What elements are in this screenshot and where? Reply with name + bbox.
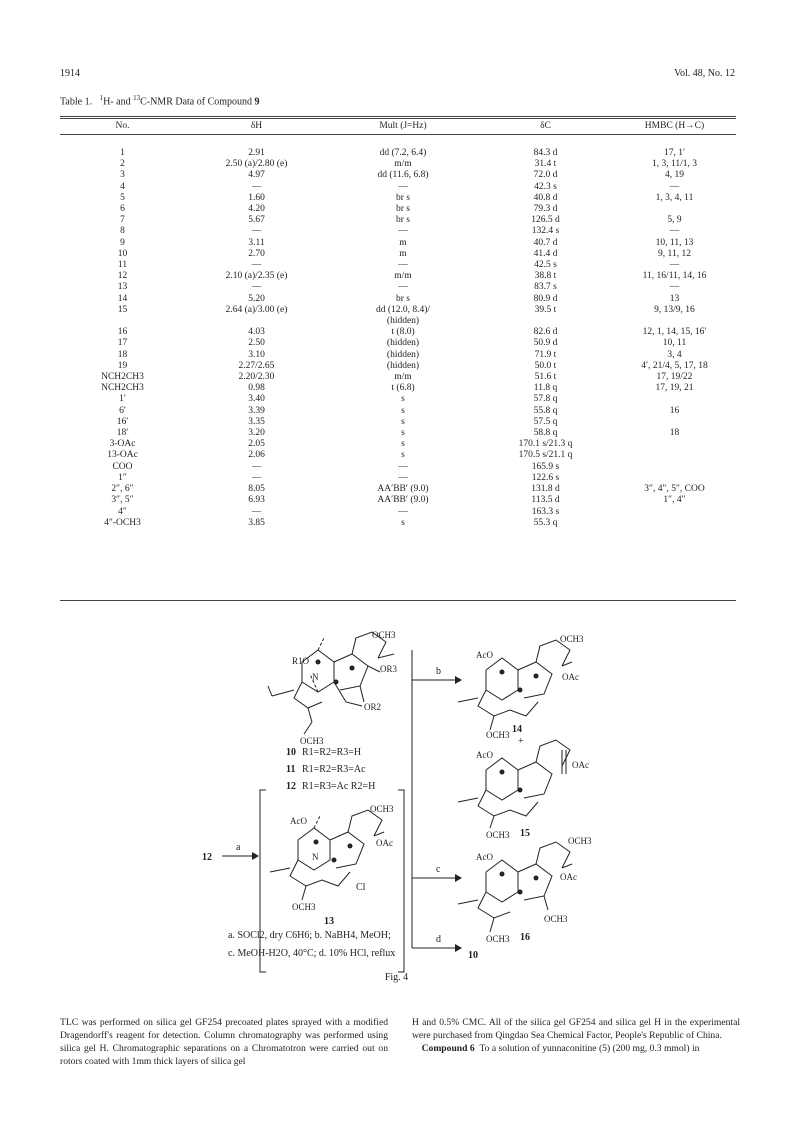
compound-11-num: 11 <box>286 764 296 775</box>
table-row <box>60 238 736 249</box>
table-cell: br s <box>396 293 410 304</box>
table-cell: — <box>669 260 680 271</box>
table-cell <box>613 417 736 428</box>
table-cell: 10 <box>117 248 128 259</box>
structure-13 <box>270 810 384 900</box>
table-cell: 3-OAc <box>109 439 136 450</box>
table-cell: 19 <box>117 360 128 371</box>
table-cell: — <box>398 260 408 271</box>
product-label-15: 15 <box>520 828 530 839</box>
table-cell: 42.5 s <box>534 260 557 271</box>
body-text-left: TLC was performed on silica gel GF254 precoated plates sprayed with a modified Dragendorff's reagent for detection. Column chromatography was performed using silica gel H. Chromatographic separations on a Chromatotron were carried out on rotors coated with 1mm thick layers of silica gel <box>60 1017 388 1067</box>
table-cell: 18 <box>669 428 680 439</box>
table-cell: 1 <box>120 148 125 158</box>
plus-sign: + <box>518 736 524 747</box>
table-cell: 13-OAc <box>107 450 138 461</box>
table-cell: 6′ <box>119 405 126 416</box>
table-row <box>60 271 736 282</box>
table-row <box>60 294 736 305</box>
table-row <box>60 372 736 383</box>
start-label-12: 12 <box>202 852 212 863</box>
table-cell: 6.93 <box>248 495 265 506</box>
table-cell: 57.8 q <box>533 394 558 405</box>
substituent-aco-13: AcO <box>290 816 307 826</box>
table-cell: 2.70 <box>248 248 265 259</box>
table-row <box>60 361 736 372</box>
table-row <box>60 215 736 226</box>
table-cell: 3″, 4″, 5″, COO <box>644 484 705 495</box>
table-cell: dd (11.6, 6.8) <box>377 170 429 181</box>
table-cell: m <box>399 248 407 259</box>
table-cell: 72.0 d <box>533 170 558 181</box>
table-cell: 1, 3, 4, 11 <box>655 192 694 203</box>
intermediate-label-13: 13 <box>324 916 334 927</box>
table-row <box>60 249 736 260</box>
table-cell: 17, 19/22 <box>656 372 693 383</box>
table-cell: 16′ <box>116 416 129 427</box>
col-hmbc: HMBC (H→C) <box>644 121 705 132</box>
table-cell: 2.50 (a)/2.80 (e) <box>225 159 288 170</box>
table-cell: — <box>398 506 408 517</box>
table-cell: — <box>251 506 262 517</box>
table-cell: 40.7 d <box>533 237 558 248</box>
body-text-right-heading: Compound 6 <box>421 1043 475 1054</box>
table-cell: 9 <box>120 237 125 248</box>
table-cell: 1″ <box>118 472 127 483</box>
table-cell: — <box>398 282 408 293</box>
table-cell: (hidden) <box>386 316 420 327</box>
product-label-10: 10 <box>468 950 478 961</box>
table-caption <box>60 94 260 107</box>
table-cell: 5.67 <box>248 215 265 226</box>
table-cell: 11.8 q <box>533 383 558 394</box>
table-cell: 1, 3, 11/1, 3 <box>651 159 698 170</box>
table-cell: AA′BB′ (9.0) <box>377 495 429 506</box>
table-cell: — <box>251 260 262 271</box>
table-cell: 31.4 t <box>534 159 557 170</box>
table-cell: COO <box>112 461 133 472</box>
table-cell: 14 <box>117 293 128 304</box>
table-cell: 4.97 <box>248 170 265 181</box>
table-cell: 11 <box>117 260 128 271</box>
table-cell: 126.5 d <box>531 215 560 226</box>
table-row <box>60 417 736 428</box>
col-mult: Mult (J=Hz) <box>379 121 427 132</box>
table-row <box>60 383 736 394</box>
table-bottom-rule <box>60 600 736 601</box>
table-cell: 71.9 t <box>534 349 557 360</box>
table-cell: br s <box>396 192 410 203</box>
table-cell: m/m <box>394 271 412 282</box>
table-cell: 3.10 <box>248 349 265 360</box>
table-top-rule-2 <box>60 118 736 119</box>
table-cell: 4, 19 <box>665 170 684 181</box>
substituent-or2: OR2 <box>364 702 382 712</box>
table-cell: t (6.8) <box>391 383 415 394</box>
table-cell <box>60 316 185 327</box>
table-cell: 82.6 d <box>533 327 558 338</box>
table-cell: 170.1 s/21.3 q <box>518 439 573 450</box>
table-cell: 3.40 <box>248 394 265 405</box>
table-row <box>60 507 736 518</box>
body-text-right-1: H and 0.5% CMC. All of the silica gel GF254 and silica gel H in the experimental were purchased from Qingdao Sea Chemical Factor, People's Republic of China. <box>412 1017 740 1041</box>
table-cell <box>478 316 613 327</box>
table-row <box>60 204 736 215</box>
table-cell: br s <box>396 204 410 215</box>
table-cell: 1.60 <box>248 192 265 203</box>
arrow-label-c: c <box>436 864 441 875</box>
table-cell: 7 <box>120 215 125 226</box>
table-cell: m <box>399 237 407 248</box>
substituent-och3-14b: OCH3 <box>486 730 510 740</box>
table-row <box>60 159 736 170</box>
bracket-13 <box>260 790 404 972</box>
table-cell: 4″-OCH3 <box>104 517 141 528</box>
table-cell: 4 <box>120 181 125 192</box>
table-cell: — <box>398 226 408 237</box>
table-cell: 55.3 q <box>533 517 558 528</box>
table-cell: — <box>251 461 262 472</box>
arrow-label-a: a <box>236 842 241 853</box>
table-cell: — <box>398 181 408 192</box>
table-cell: 17 <box>117 338 128 349</box>
table-cell: s <box>401 394 405 405</box>
table-header-row <box>60 120 736 134</box>
table-cell: 3.39 <box>248 405 265 416</box>
substituent-oac-15: OAc <box>572 760 589 770</box>
substituent-or3: OR3 <box>380 664 398 674</box>
table-cell: 163.3 s <box>531 506 560 517</box>
table-cell: s <box>401 416 405 427</box>
table-cell: 165.9 s <box>531 461 560 472</box>
table-cell: — <box>398 461 408 472</box>
table-cell: (hidden) <box>386 349 420 360</box>
table-cell: 13 <box>117 282 128 293</box>
table-cell: 10, 11 <box>662 338 687 349</box>
table-row <box>60 428 736 439</box>
table-cell: (hidden) <box>386 360 420 371</box>
table-cell: 113.5 d <box>531 495 560 506</box>
table-cell: 170.5 s/21.1 q <box>518 450 573 461</box>
table-cell: 4″ <box>118 506 127 517</box>
table-row <box>60 439 736 450</box>
table-cell: 3.85 <box>248 517 265 528</box>
substituent-aco-15: AcO <box>476 750 493 760</box>
table-cell: NCH2CH3 <box>101 372 144 383</box>
col-no: No. <box>115 121 130 132</box>
col-delta-c: δC <box>540 121 551 132</box>
table-row <box>60 327 736 338</box>
caption-rest: C-NMR Data of Compound <box>140 96 255 108</box>
table-cell <box>613 394 736 405</box>
table-cell: 84.3 d <box>533 148 558 158</box>
table-cell: 17, 1′ <box>663 148 686 158</box>
table-cell: 39.5 t <box>534 304 557 315</box>
table-cell: 4.03 <box>248 327 265 338</box>
conditions-line-1: a. SOCl2, dry C6H6; b. NaBH4, MeOH; <box>228 930 391 941</box>
substituent-och3-16: OCH3 <box>568 836 592 846</box>
structure-15 <box>458 740 570 828</box>
table-cell: 1″, 4″ <box>663 495 686 506</box>
table-cell: 16 <box>669 405 680 416</box>
table-cell: 2.05 <box>248 439 265 450</box>
table-cell: 42.3 s <box>534 181 557 192</box>
table-cell: 0.98 <box>248 383 265 394</box>
table-row <box>60 462 736 473</box>
compound-10-text: R1=R2=R3=H <box>302 747 362 758</box>
table-cell: 51.6 t <box>534 372 557 383</box>
table-cell: (hidden) <box>386 338 420 349</box>
table-cell: br s <box>396 215 410 226</box>
table-cell: dd (7.2, 6.4) <box>379 148 427 158</box>
table-cell: — <box>251 282 262 293</box>
table-cell: s <box>401 428 405 439</box>
table-cell: 1′ <box>119 394 126 405</box>
table-row <box>60 226 736 237</box>
table-cell: 4′, 21/4, 5, 17, 18 <box>641 360 708 371</box>
table-cell: AA′BB′ (9.0) <box>377 484 429 495</box>
table-cell: t (8.0) <box>391 327 415 338</box>
table-cell <box>613 473 736 484</box>
table-row <box>60 182 736 193</box>
table-cell: m/m <box>394 372 412 383</box>
table-cell: 9, 13/9, 16 <box>654 304 695 315</box>
conditions-line-2: c. MeOH-H2O, 40°C; d. 10% HCl, reflux <box>228 948 396 959</box>
table-cell: 13 <box>669 293 680 304</box>
table-cell: 2.50 <box>248 338 265 349</box>
table-row <box>60 193 736 204</box>
table-cell: 4.20 <box>248 204 265 215</box>
substituent-n-1: N <box>312 672 319 682</box>
substituent-och3-16c: OCH3 <box>486 934 510 944</box>
table-cell: 3, 4 <box>667 349 682 360</box>
table-row <box>60 170 736 181</box>
substituent-aco-14: AcO <box>476 650 493 660</box>
table-row <box>60 484 736 495</box>
table-row <box>60 406 736 417</box>
table-cell: 2.06 <box>248 450 265 461</box>
table-cell: — <box>251 472 262 483</box>
substituent-aco-16: AcO <box>476 852 493 862</box>
table-cell: 5, 9 <box>667 215 682 226</box>
table-cell: 79.3 d <box>533 204 558 215</box>
table-cell: 5 <box>120 192 125 203</box>
table-cell: 80.9 d <box>533 293 558 304</box>
table-cell: 12 <box>117 271 128 282</box>
table-cell: 5.20 <box>248 293 265 304</box>
table-cell: 10, 11, 13 <box>655 237 694 248</box>
compound-12-num: 12 <box>286 781 296 792</box>
table-cell <box>613 439 736 450</box>
table-cell: — <box>669 282 680 293</box>
table-cell: 2.64 (a)/3.00 (e) <box>225 304 288 315</box>
substituent-och3-16b: OCH3 <box>544 914 568 924</box>
compound-11-text: R1=R2=R3=Ac <box>302 764 366 775</box>
table-cell: 41.4 d <box>533 248 558 259</box>
structure-10-12 <box>268 632 394 734</box>
caption-compound: 9 <box>254 96 260 108</box>
table-cell: 132.4 s <box>531 226 560 237</box>
substituent-och3-b: OCH3 <box>300 736 324 746</box>
caption-prefix: Table 1. <box>60 96 93 108</box>
table-cell <box>613 462 736 473</box>
table-cell: 8.05 <box>248 484 265 495</box>
substituent-r1o: R1O <box>292 656 310 666</box>
table-cell: s <box>401 450 405 461</box>
table-cell: 2 <box>120 159 125 170</box>
table-row <box>60 305 736 316</box>
substituent-och3-14: OCH3 <box>560 634 584 644</box>
table-cell: 2.10 (a)/2.35 (e) <box>225 271 288 282</box>
table-cell <box>613 316 736 327</box>
compound-10-num: 10 <box>286 747 296 758</box>
compound-12-text: R1=R3=Ac R2=H <box>302 781 376 792</box>
table-cell <box>185 316 328 327</box>
table-row <box>60 473 736 484</box>
table-cell <box>613 507 736 518</box>
table-cell: s <box>401 517 405 528</box>
table-cell: 11, 16/11, 14, 16 <box>642 271 707 282</box>
table-cell: 83.7 s <box>534 282 557 293</box>
table-cell: s <box>401 405 405 416</box>
table-cell: 50.0 t <box>534 360 557 371</box>
table-cell: 3.35 <box>248 416 265 427</box>
table-cell: 2.20/2.30 <box>238 372 275 383</box>
table-cell: 15 <box>117 304 128 315</box>
table-row <box>60 495 736 506</box>
substituent-och3-15: OCH3 <box>486 830 510 840</box>
table-cell: 18′ <box>116 428 129 439</box>
substituent-och3-a: OCH3 <box>372 630 396 640</box>
table-cell: s <box>401 439 405 450</box>
table-cell: 9, 11, 12 <box>658 248 691 259</box>
table-cell <box>613 518 736 529</box>
table-row <box>60 394 736 405</box>
product-label-14: 14 <box>512 724 522 735</box>
table-cell: 2″, 6″ <box>111 484 134 495</box>
table-cell: m/m <box>394 159 412 170</box>
table-cell: 3 <box>120 170 125 181</box>
table-row <box>60 350 736 361</box>
table-cell <box>613 450 736 461</box>
table-cell: — <box>251 181 262 192</box>
table-cell: 55.8 q <box>533 405 558 416</box>
table-cell: 17, 19, 21 <box>655 383 694 394</box>
counter-ion-cl: Cl <box>356 882 366 893</box>
table-cell: 57.5 q <box>533 416 558 427</box>
table-cell: — <box>669 226 680 237</box>
table-cell: 12, 1, 14, 15, 16′ <box>642 327 707 338</box>
table-row <box>60 282 736 293</box>
caption-mid: H- and <box>103 96 134 108</box>
caption-sup-1: 1 <box>99 94 104 102</box>
product-label-16: 16 <box>520 932 530 943</box>
table-top-rule <box>60 116 736 117</box>
table-cell: 122.6 s <box>531 472 560 483</box>
body-text-right <box>412 1016 740 1055</box>
body-text-right-2: To a solution of yunnaconitine (5) (200 mg, 0.3 mmol) in <box>479 1043 700 1054</box>
table-row <box>60 316 736 327</box>
table-row <box>60 134 736 159</box>
table-cell: 18 <box>117 349 128 360</box>
caption-sup-2: 13 <box>133 94 141 102</box>
table-cell: 8 <box>120 226 125 237</box>
table-cell: 2.91 <box>248 148 265 158</box>
table-cell: 131.8 d <box>531 484 560 495</box>
table-cell: 3.20 <box>248 428 265 439</box>
table-cell: 2.27/2.65 <box>238 360 275 371</box>
substituent-n-13: N <box>312 852 319 862</box>
figure-label: Fig. 4 <box>384 972 409 983</box>
arrow-label-d: d <box>436 934 441 945</box>
substituent-och3-c: OCH3 <box>370 804 394 814</box>
table-cell: 40.8 d <box>533 192 558 203</box>
substituent-oac-13: OAc <box>376 838 393 848</box>
table-row <box>60 450 736 461</box>
volume-info: Vol. 48, No. 12 <box>674 68 735 79</box>
table-cell: NCH2CH3 <box>101 383 144 394</box>
table-row <box>60 518 736 529</box>
table-cell: 50.9 d <box>533 338 558 349</box>
table-cell: — <box>398 472 408 483</box>
reaction-scheme <box>0 610 793 990</box>
substituent-och3-d: OCH3 <box>292 902 316 912</box>
page-number: 1914 <box>60 68 80 79</box>
table-row <box>60 338 736 349</box>
substituent-oac-14: OAc <box>562 672 579 682</box>
table-cell: — <box>669 181 680 192</box>
table-body <box>60 134 736 529</box>
table-cell: 16 <box>117 327 128 338</box>
table-cell: 3″, 5″ <box>111 495 134 506</box>
col-delta-h: δH <box>250 121 263 132</box>
table-cell <box>613 204 736 215</box>
substituent-oac-16: OAc <box>560 872 577 882</box>
table-cell: 6 <box>120 204 125 215</box>
table-cell: 3.11 <box>248 237 265 248</box>
nmr-table <box>60 120 736 529</box>
table-cell: 58.8 q <box>533 428 558 439</box>
reaction-arrows <box>222 650 455 948</box>
table-cell: dd (12.0, 8.4)/ <box>375 304 431 315</box>
table-cell: 38.8 t <box>534 271 557 282</box>
table-row <box>60 260 736 271</box>
arrow-label-b: b <box>436 666 441 677</box>
table-cell: — <box>251 226 262 237</box>
